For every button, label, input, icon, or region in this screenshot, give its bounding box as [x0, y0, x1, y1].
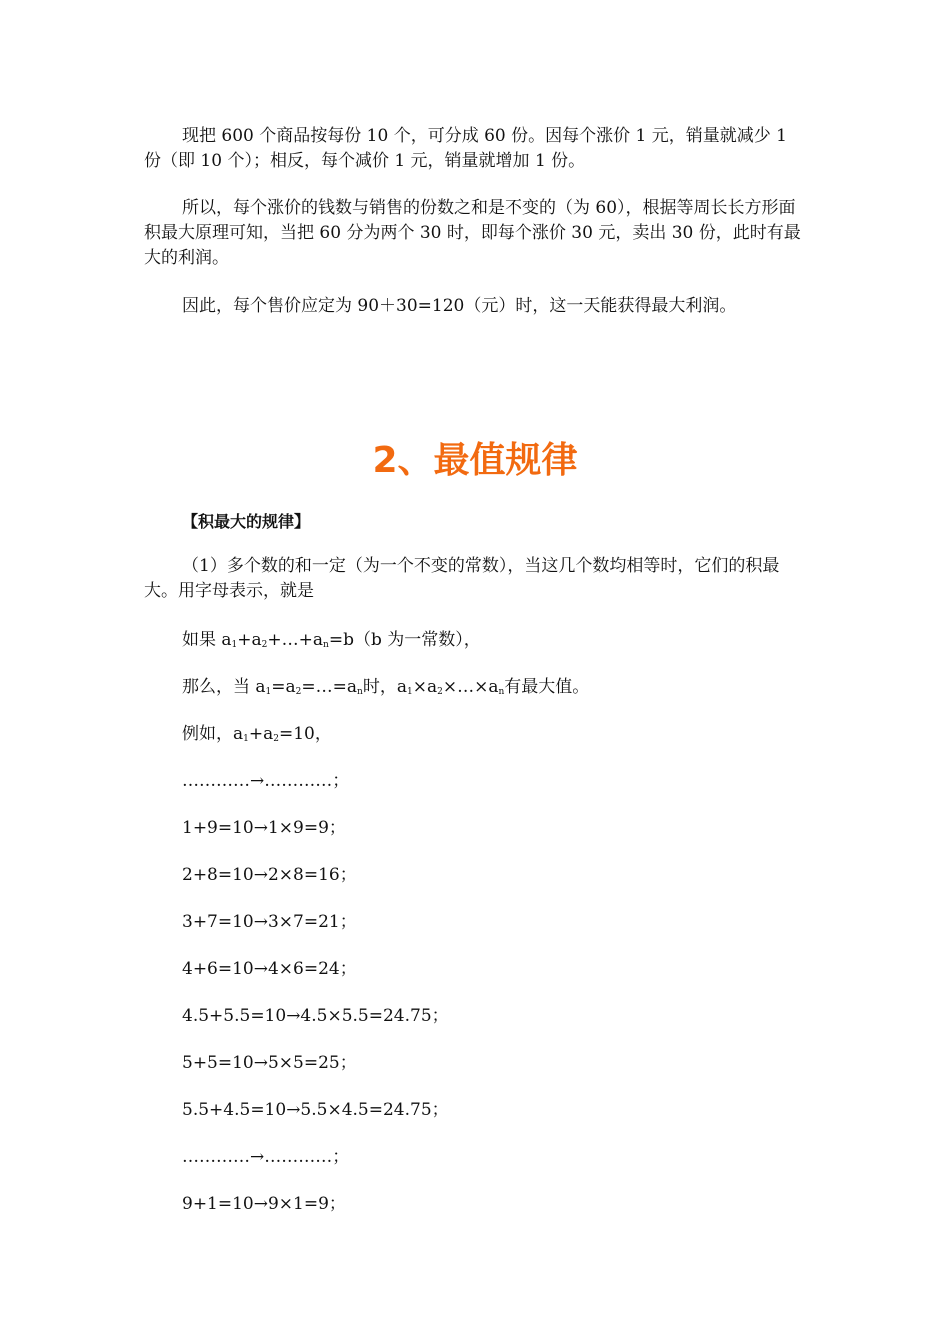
rule-statement: （1）多个数的和一定（为一个不变的常数），当这几个数均相等时，它们的积最大。用字母表示，就是 — [144, 556, 780, 601]
example-line: 2+8=10→2×8=16； — [182, 865, 357, 885]
example-line: 1+9=10→1×9=9； — [182, 818, 346, 838]
example-line: 9+1=10→9×1=9； — [182, 1194, 346, 1214]
example-line: …………→…………； — [182, 771, 350, 791]
formula-then-line: 那么，当 $a_1=a_2=\dots=a_n$时，$a_1\times a_2\times\dots\times a_n$有最大值。 — [182, 677, 590, 697]
formula-if-line: 如果 $a_1+a_2+\dots+a_n=b(b$ 为一常数）， — [182, 630, 481, 650]
paragraph-reasoning: 所以，每个涨价的钱数与销售的份数之和是不变的（为 60），根据等周长长方形面积最大原理可知，当把 60 分为两个 30 时，即每个涨价 30 元，卖出 30 份，此时有最大的利润。 — [144, 198, 801, 268]
paragraph-conclusion: 因此，每个售价应定为 90＋30=120（元）时，这一天能获得最大利润。 — [182, 296, 737, 316]
paragraph-grouping: 现把 600 个商品按每份 10 个，可分成 60 份。因每个涨价 1 元，销量就减少 1 份（即 10 个）；相反，每个减价 1 元，销量就增加 1 份。 — [144, 126, 787, 171]
subheading-max-product-rule: 【积最大的规律】 — [182, 512, 311, 531]
section-title: 2、最值规律 — [372, 440, 578, 481]
example-line: 4+6=10→4×6=24； — [182, 959, 357, 979]
example-line: 3+7=10→3×7=21； — [182, 912, 357, 932]
example-line: 5+5=10→5×5=25； — [182, 1053, 357, 1073]
example-line: 4.5+5.5=10→4.5×5.5=24.75； — [182, 1006, 449, 1026]
example-line: …………→…………； — [182, 1147, 350, 1167]
example-line: 5.5+4.5=10→5.5×4.5=24.75； — [182, 1100, 449, 1120]
example-intro-line: 例如，$a_1+a_2=10$， — [182, 724, 332, 744]
